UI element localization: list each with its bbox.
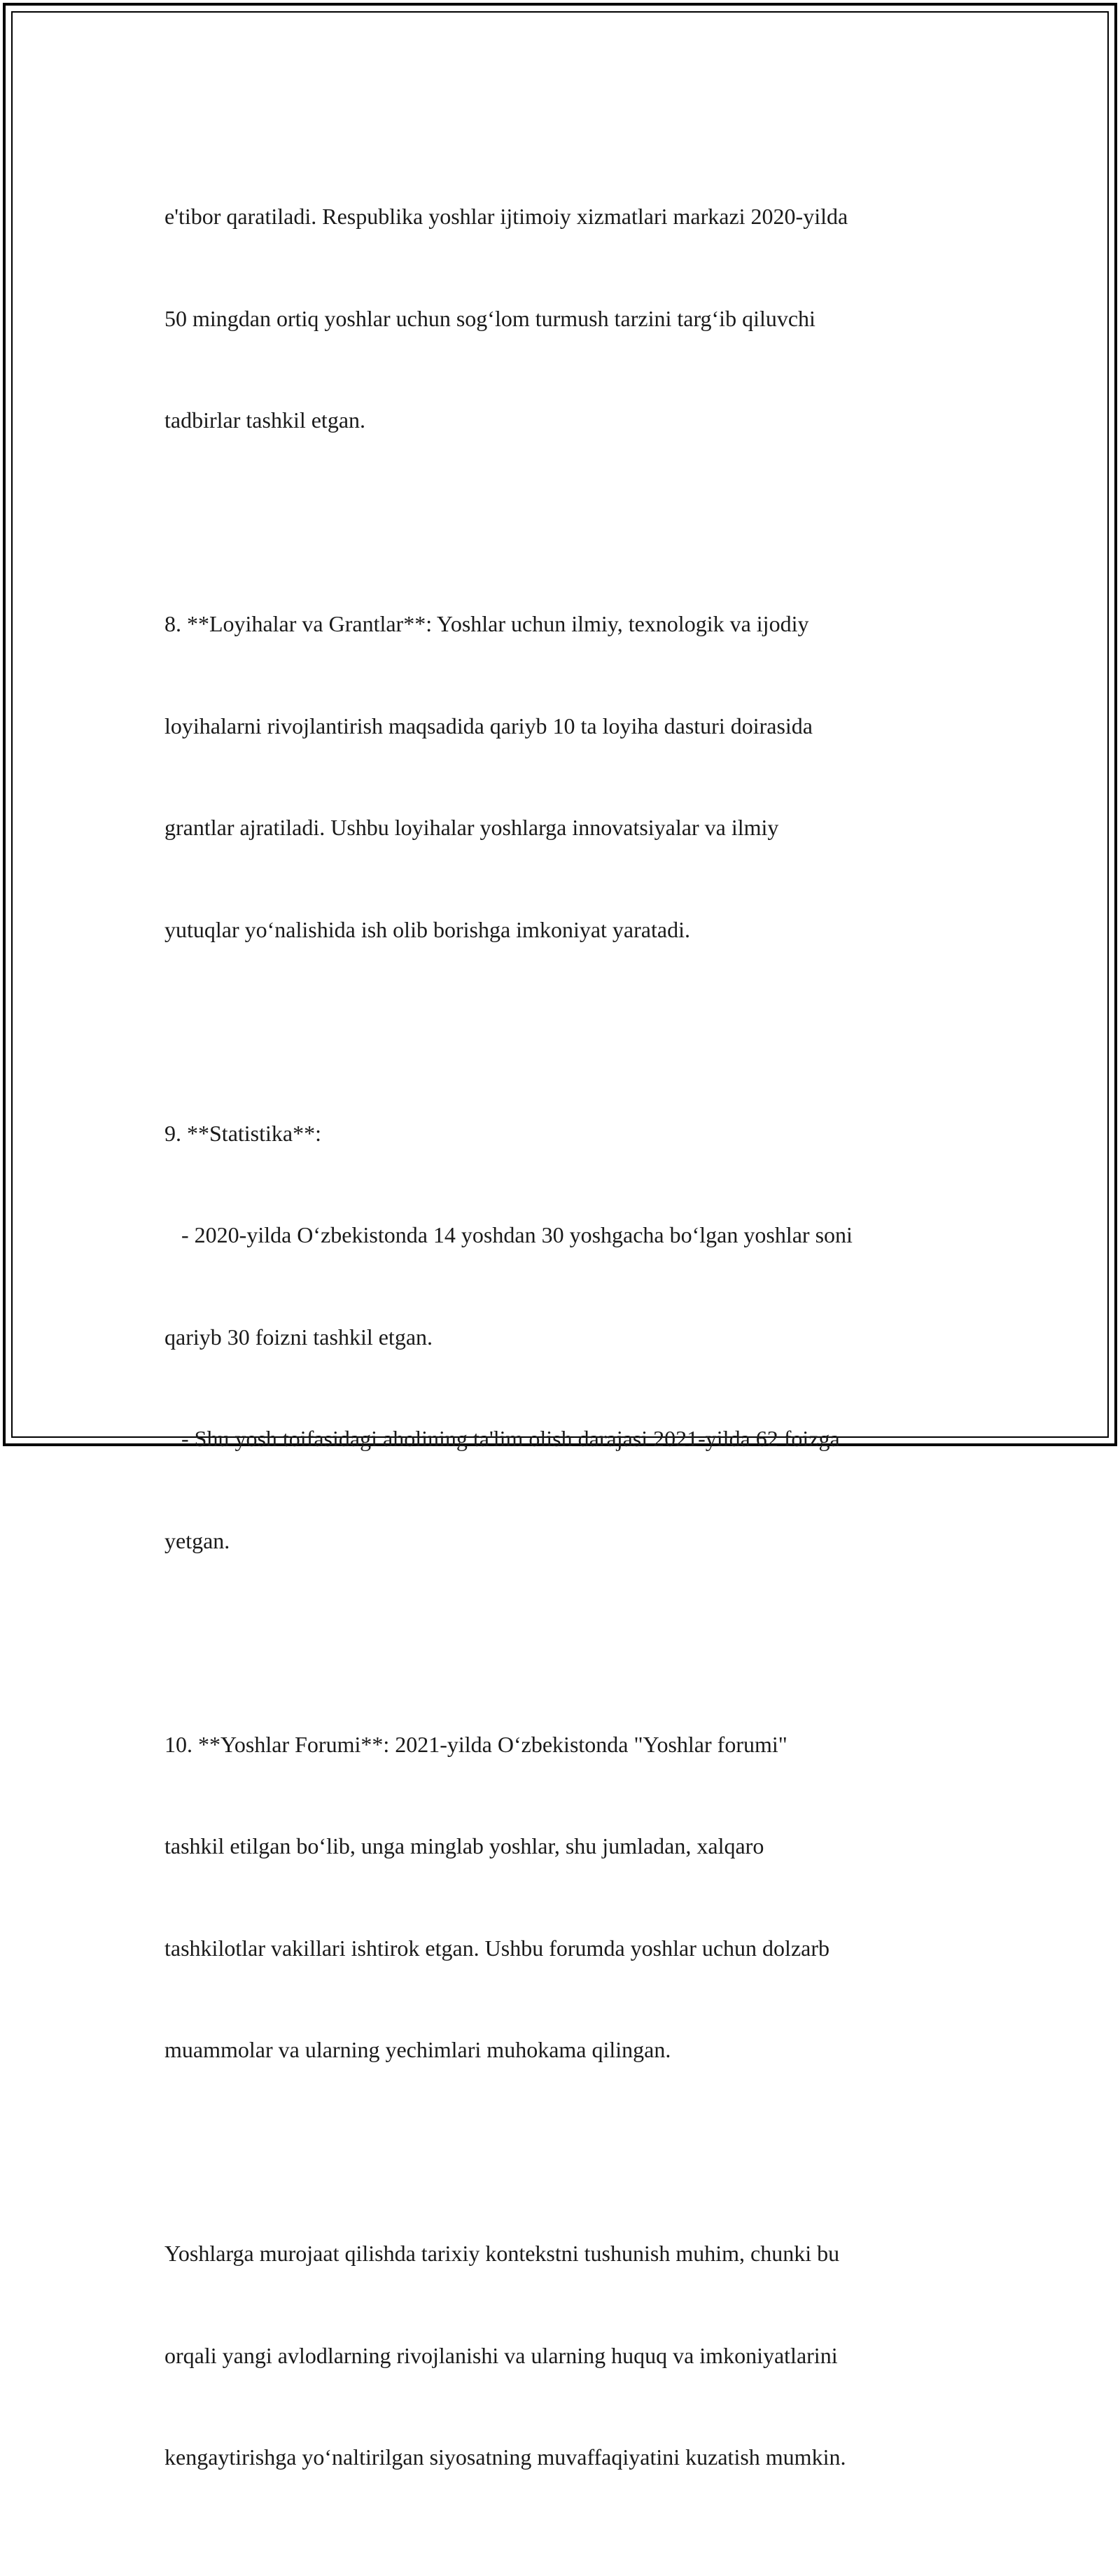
text-line: tashkilotlar vakillari ishtirok etgan. Ushbu forumda yoshlar uchun dolzarb <box>164 1935 830 1961</box>
text-line: 8. **Loyihalar va Grantlar**: Yoshlar uchun ilmiy, texnologik va ijodiy <box>164 611 809 636</box>
text-line: e'tibor qaratiladi. Respublika yoshlar ijtimoiy xizmatlari markazi 2020-yilda <box>164 204 848 229</box>
text-line: loyihalarni rivojlantirish maqsadida qariyb 10 ta loyiha dasturi doirasida <box>164 713 813 738</box>
text-line: Yoshlarga murojaat qilishda tarixiy kontekstni tushunish muhim, chunki bu <box>164 2241 840 2266</box>
text-line: muammolar va ularning yechimlari muhokama qilingan. <box>164 2037 671 2062</box>
paragraph-continuation <box>164 132 969 505</box>
text-line: qariyb 30 foizni tashkil etgan. <box>164 1324 433 1350</box>
text-line: - 2020-yilda O‘zbekistonda 14 yoshdan 30 yoshgacha bo‘lgan yoshlar soni <box>164 1222 853 1247</box>
text-line: 9. **Statistika**: <box>164 1120 321 1146</box>
document-body <box>164 132 969 2576</box>
text-line: tadbirlar tashkil etgan. <box>164 407 366 433</box>
text-line: kengaytirishga yo‘naltirilgan siyosatning muvaffaqiyatini kuzatish mumkin. <box>164 2444 846 2470</box>
paragraph-item-10 <box>164 1660 969 2135</box>
text-line: orqali yangi avlodlarning rivojlanishi va ularning huquq va imkoniyatlarini <box>164 2342 838 2368</box>
paragraph-item-9 <box>164 1049 969 1626</box>
text-line: - Shu yosh toifasidagi aholining ta'lim olish darajasi 2021-yilda 62 foizga <box>164 1426 840 1451</box>
text-line: yetgan. <box>164 1527 230 1553</box>
text-line: grantlar ajratiladi. Ushbu loyihalar yoshlarga innovatsiyalar va ilmiy <box>164 815 779 840</box>
paragraph-conclusion <box>164 2169 969 2542</box>
text-line: 10. **Yoshlar Forumi**: 2021-yilda O‘zbekistonda "Yoshlar forumi" <box>164 1731 788 1757</box>
text-line: 50 mingdan ortiq yoshlar uchun sog‘lom turmush tarzini targ‘ib qiluvchi <box>164 305 816 331</box>
paragraph-item-8 <box>164 539 969 1014</box>
text-line: yutuqlar yo‘nalishida ish olib borishga imkoniyat yaratadi. <box>164 916 690 942</box>
text-line: tashkil etilgan bo‘lib, unga minglab yoshlar, shu jumladan, xalqaro <box>164 1833 764 1858</box>
